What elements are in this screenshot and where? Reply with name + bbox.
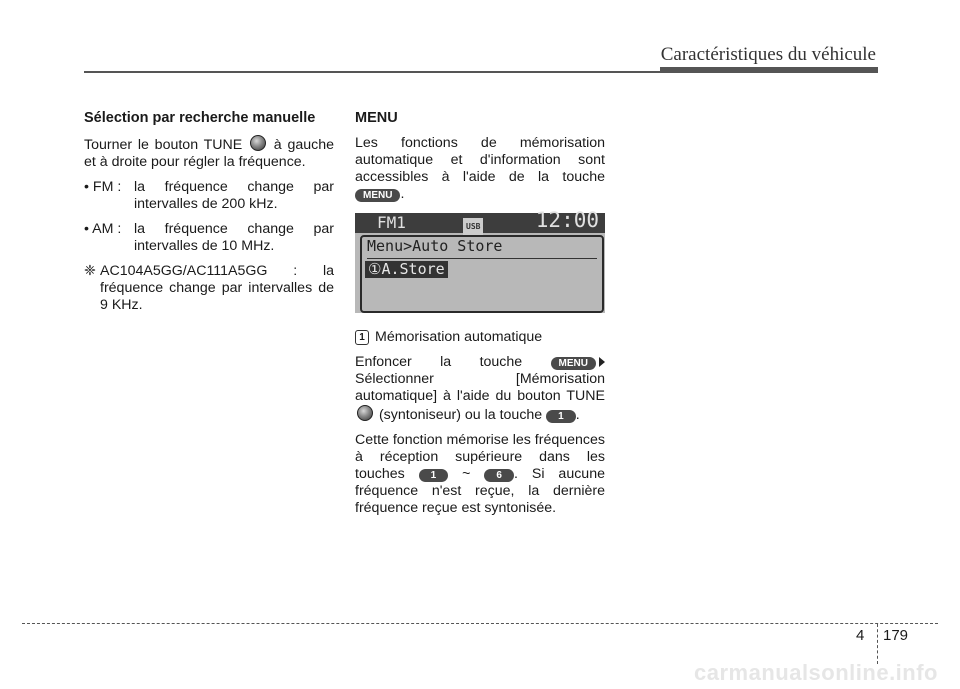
instr-end: . bbox=[575, 407, 580, 423]
footer-rule bbox=[22, 623, 938, 624]
display-divider bbox=[367, 258, 597, 259]
menu-intro-text: Les fonctions de mémorisation automatique et d'information sont accessibles à l'aide de la touche bbox=[355, 135, 605, 185]
preset-1-button-icon: 1 bbox=[546, 410, 576, 423]
tilde: ~ bbox=[462, 466, 471, 482]
menu-button-icon: MENU bbox=[355, 189, 400, 202]
desc-text-a: Cette fonction mémorise les fréquences à réception supérieure dans les touches bbox=[355, 432, 605, 482]
am-bullet bbox=[84, 221, 334, 255]
menu-intro-end: . bbox=[400, 186, 405, 202]
page-number-divider bbox=[877, 624, 878, 664]
arrow-right-icon bbox=[599, 357, 605, 367]
am-label: • AM : bbox=[84, 221, 122, 237]
tune-knob-icon bbox=[250, 135, 266, 151]
display-band: FM1 bbox=[377, 213, 406, 232]
page-number: 179 bbox=[883, 627, 909, 644]
manual-search-intro bbox=[84, 135, 334, 171]
display-menu-item bbox=[365, 261, 448, 278]
instr-text-a: Enfoncer la touche bbox=[355, 354, 523, 370]
menu-heading: MENU bbox=[355, 110, 398, 126]
auto-store-title bbox=[355, 329, 605, 346]
intro-text-a: Tourner le bouton TUNE bbox=[84, 137, 243, 153]
auto-store-description bbox=[355, 432, 605, 517]
chapter-number: 4 bbox=[856, 627, 865, 644]
auto-store-instructions bbox=[355, 354, 605, 424]
intro-text-b: à gauche et à droite pour régler la fréquence. bbox=[84, 137, 334, 170]
display-menu-panel bbox=[360, 235, 604, 313]
instr-text-b: Sélectionner [Mémorisation automatique] à l'aide du bouton TUNE bbox=[355, 371, 605, 404]
fm-text: la fréquence change par intervalles de 200 kHz. bbox=[134, 179, 334, 212]
auto-store-title-text: Mémorisation automatique bbox=[375, 329, 543, 345]
model-note bbox=[84, 263, 334, 314]
page-header-title: Caractéristiques du véhicule bbox=[660, 44, 876, 65]
note-text: AC104A5GG/AC111A5GG : la fréquence change par intervalles de 9 KHz. bbox=[100, 263, 334, 313]
display-menu-path: Menu>Auto Store bbox=[367, 237, 503, 255]
preset-6-button-icon: 6 bbox=[484, 469, 514, 482]
am-text: la fréquence change par intervalles de 10 MHz. bbox=[134, 221, 334, 254]
menu-button-icon-2: MENU bbox=[551, 357, 596, 370]
usb-badge: USB bbox=[463, 218, 483, 235]
header-rule-accent bbox=[660, 67, 878, 73]
desc-text-b: . Si aucune fréquence n'est reçue, la dernière fréquence reçue est syntonisée. bbox=[355, 466, 605, 516]
item-label: A.Store bbox=[381, 260, 445, 278]
middle-column bbox=[355, 110, 605, 525]
left-column bbox=[84, 110, 334, 322]
note-symbol-icon: ❈ bbox=[84, 263, 96, 279]
item-number: ① bbox=[368, 260, 382, 278]
preset-1-button-icon-2: 1 bbox=[419, 469, 449, 482]
menu-intro bbox=[355, 135, 605, 203]
fm-label: • FM : bbox=[84, 179, 122, 195]
tune-knob-icon-2 bbox=[357, 405, 373, 421]
manual-search-heading: Sélection par recherche manuelle bbox=[84, 110, 316, 126]
display-clock: 12:00 bbox=[535, 208, 599, 232]
fm-bullet bbox=[84, 179, 334, 213]
instr-text-c: (syntoniseur) ou la touche bbox=[378, 407, 543, 423]
section-number-icon: 1 bbox=[355, 330, 369, 345]
radio-display-screen bbox=[355, 208, 605, 313]
watermark: carmanualsonline.info bbox=[694, 660, 938, 685]
